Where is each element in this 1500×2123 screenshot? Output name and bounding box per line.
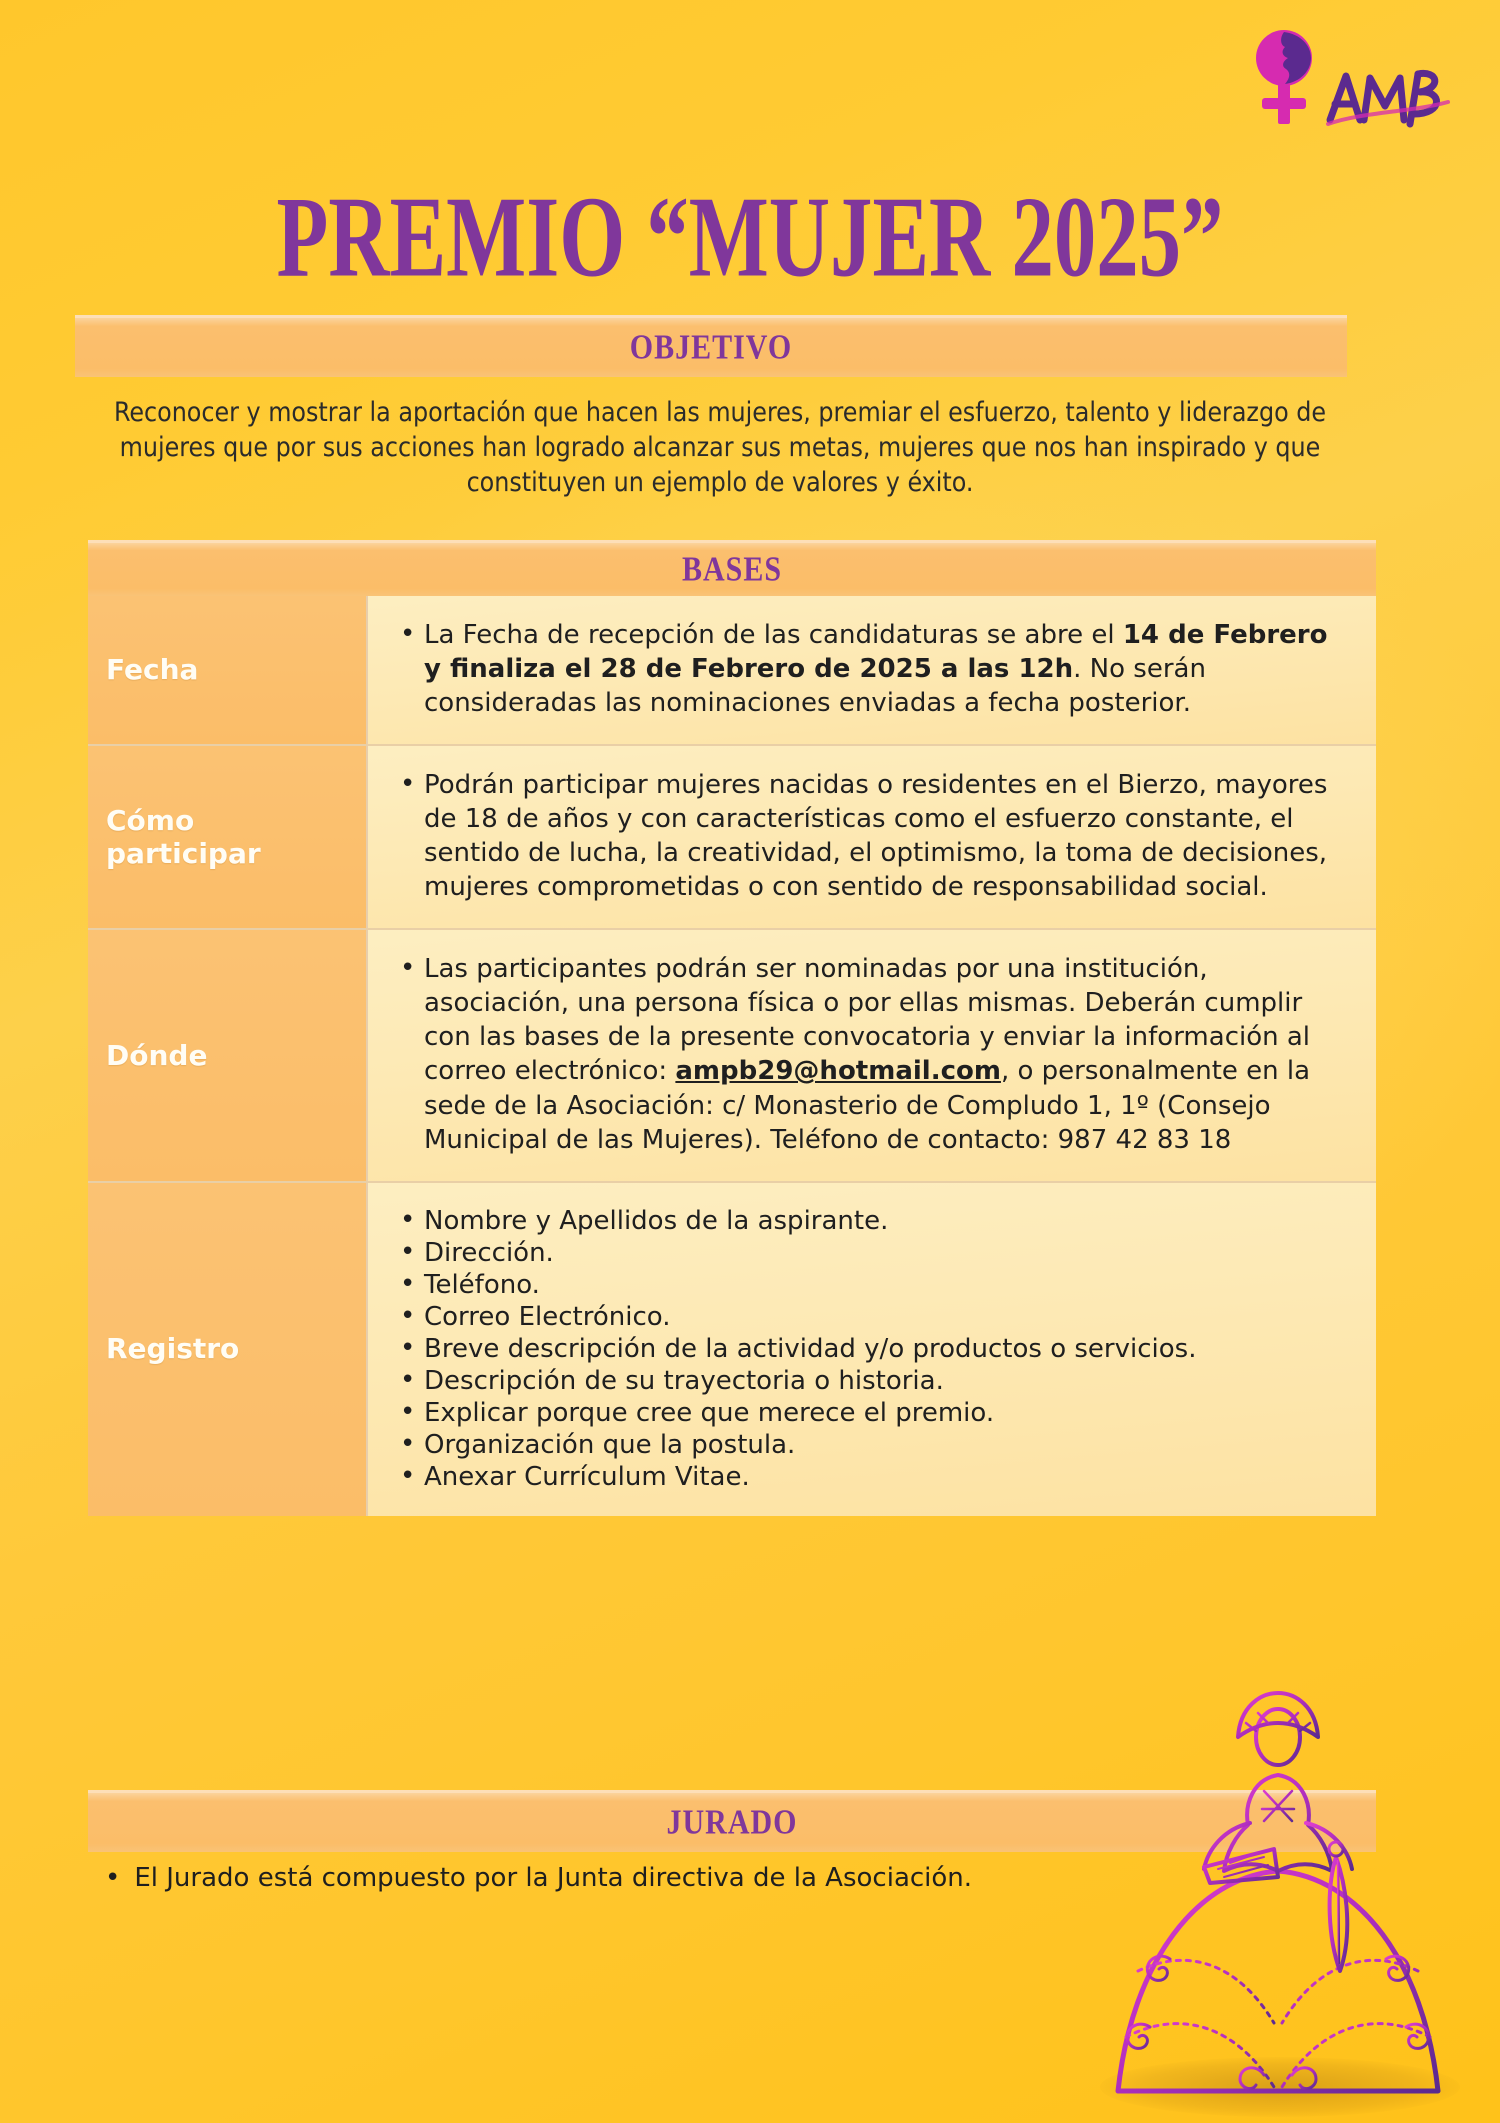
list-item (424, 618, 1346, 720)
section-header-bases (88, 540, 1376, 596)
list-item (424, 1461, 1346, 1493)
dress-shadow (1100, 2057, 1460, 2117)
list-item (424, 1301, 1346, 1333)
item-text: Teléfono. (424, 1269, 540, 1300)
item-text: La Fecha de recepción de las candidaturas se abre el (424, 620, 1123, 650)
table-row (88, 596, 1376, 746)
item-text: Descripción de su trayectoria o historia. (424, 1366, 944, 1397)
objetivo-paragraph: Reconocer y mostrar la aportación que hacen las mujeres, premiar el esfuerzo, talento y liderazgo de mujeres que por sus acciones han logrado alcanzar sus metas, mujeres que nos han inspirado y que constituyen un ejemplo de valores y éxito. (113, 397, 1327, 499)
row-bullet-list (396, 768, 1346, 904)
item-text-tail: , o personalmente en la sede de la Asociación: c/ Monasterio de Compludo 1, 1º (Consejo Municipal de las Mujeres). Teléfono de contacto: 987 42 83 18 (424, 1056, 1311, 1155)
row-content-cell (368, 1183, 1376, 1516)
list-item (424, 1237, 1346, 1269)
row-bullet-list (396, 618, 1346, 720)
list-item (424, 1269, 1346, 1301)
item-text: Las participantes podrán ser nominadas por una institución, asociación, una persona física o por ellas mismas. Deberán cumplir con las bases de la presente convocatoria y enviar la información al correo electrónico: (424, 954, 1311, 1087)
venus-symbol-icon (1242, 20, 1472, 130)
item-text: Nombre y Apellidos de la aspirante. (424, 1205, 889, 1236)
section-header-jurado (88, 1790, 1376, 1852)
row-label-text: Registro (106, 1332, 240, 1366)
row-label-text: Cómo participar (106, 803, 261, 871)
ampb-logo (1242, 20, 1472, 130)
jurado-bullet: • (105, 1863, 121, 1893)
section-header-bases-label: BASES (681, 549, 783, 589)
table-row (88, 1183, 1376, 1516)
item-text: Breve descripción de la actividad y/o productos o servicios. (424, 1334, 1197, 1365)
item-text: Organización que la postula. (424, 1430, 796, 1461)
list-item (424, 768, 1346, 904)
list-item (424, 1365, 1346, 1397)
row-label-text: Fecha (106, 653, 199, 687)
item-text: Explicar porque cree que merece el premio. (424, 1398, 995, 1429)
row-label-cell (88, 596, 368, 744)
item-emphasis: 14 de Febrero y finaliza el 28 de Febrero de 2025 a las 12h (424, 620, 1328, 685)
list-item (424, 1429, 1346, 1461)
menina-dress-illustration (1078, 1671, 1478, 2121)
item-text: Dirección. (424, 1237, 554, 1268)
item-text-tail: . No serán consideradas las nominaciones enviadas a fecha posterior. (424, 654, 1206, 719)
row-content-cell (368, 746, 1376, 928)
item-text: Correo Electrónico. (424, 1301, 671, 1332)
item-text: Podrán participar mujeres nacidas o residentes en el Bierzo, mayores de 18 de años y con características como el esfuerzo constante, el sentido de lucha, la creatividad, el optimismo, la toma de decisiones, mujeres comprometidas o con sentido de responsabilidad social. (424, 770, 1328, 903)
row-bullet-list (396, 952, 1346, 1156)
row-label-cell (88, 746, 368, 928)
row-content-cell (368, 930, 1376, 1180)
bases-table (88, 596, 1376, 1516)
page-title: PREMIO “MUJER 2025” (276, 174, 1224, 302)
row-label-cell (88, 930, 368, 1180)
item-text: Anexar Currículum Vitae. (424, 1462, 750, 1493)
table-row (88, 930, 1376, 1182)
section-header-objetivo-label: OBJETIVO (629, 327, 793, 367)
table-row (88, 746, 1376, 930)
row-bullet-list (396, 1205, 1346, 1494)
section-header-objetivo (75, 315, 1347, 377)
section-header-jurado-label: JURADO (666, 1802, 798, 1842)
row-label-text: Dónde (106, 1038, 208, 1072)
jurado-statement-text: El Jurado está compuesto por la Junta directiva de la Asociación. (134, 1863, 973, 1893)
row-content-cell (368, 596, 1376, 744)
jurado-statement (105, 1862, 1305, 1896)
list-item (424, 1397, 1346, 1429)
row-label-cell (88, 1183, 368, 1516)
list-item (424, 1333, 1346, 1365)
list-item (424, 1205, 1346, 1237)
list-item (424, 952, 1346, 1156)
contact-email-link[interactable]: ampb29@hotmail.com (675, 1056, 1001, 1087)
